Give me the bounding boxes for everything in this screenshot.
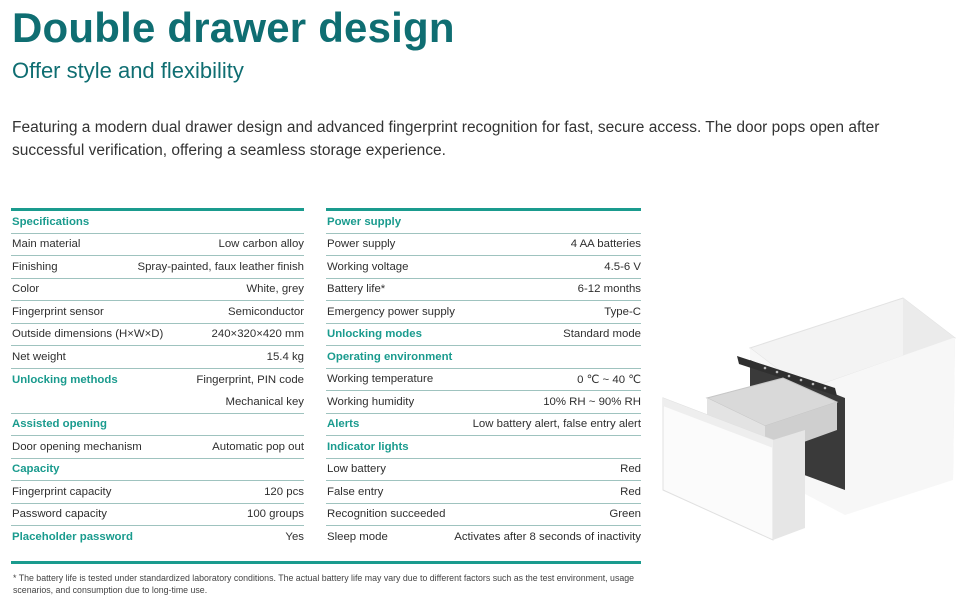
spec-label: Power supply: [327, 215, 402, 228]
spec-value: 0 ℃ ~ 40 ℃: [577, 374, 641, 387]
page-title: Double drawer design: [12, 4, 455, 51]
spec-value: Spray-painted, faux leather finish: [137, 260, 304, 273]
spec-label: Color: [12, 283, 40, 296]
spec-table-left: [11, 208, 304, 549]
spec-value: Automatic pop out: [212, 440, 304, 453]
spec-label: Power supply: [327, 238, 396, 251]
spec-label: Fingerprint sensor: [12, 305, 104, 318]
spec-value: Low carbon alloy: [218, 238, 304, 251]
spec-row: [11, 234, 304, 257]
spec-value: 100 groups: [247, 508, 304, 521]
spec-row: [326, 256, 641, 279]
spec-label: False entry: [327, 485, 384, 498]
spec-value: Red: [620, 485, 641, 498]
spec-label: Low battery: [327, 463, 386, 476]
spec-value: Fingerprint, PIN code: [196, 373, 304, 386]
spec-section-header: [11, 369, 304, 392]
spec-row: [326, 301, 641, 324]
spec-value: 6-12 months: [577, 283, 641, 296]
spec-table-right: [326, 208, 641, 549]
spec-label: Finishing: [12, 260, 58, 273]
spec-value: Green: [609, 508, 641, 521]
spec-section-header: [11, 526, 304, 549]
spec-row: [326, 279, 641, 302]
spec-label: Specifications: [12, 215, 90, 228]
safe-product-image: [655, 290, 965, 550]
spec-label: Door opening mechanism: [12, 440, 142, 453]
spec-label: Working voltage: [327, 260, 409, 273]
spec-row: [11, 504, 304, 527]
spec-value: 15.4 kg: [266, 350, 304, 363]
spec-row: [326, 526, 641, 549]
spec-label: Indicator lights: [327, 440, 409, 453]
spec-section-header: [326, 211, 641, 234]
spec-row: [11, 301, 304, 324]
spec-row: [326, 481, 641, 504]
spec-value: Activates after 8 seconds of inactivity: [454, 531, 641, 544]
spec-label: Operating environment: [327, 350, 453, 363]
spec-label: Unlocking methods: [12, 373, 118, 386]
spec-label: Battery life*: [327, 283, 386, 296]
spec-label: Recognition succeeded: [327, 508, 446, 521]
spec-row: [11, 324, 304, 347]
spec-value: 10% RH ~ 90% RH: [543, 395, 641, 408]
spec-value: Type-C: [604, 305, 641, 318]
spec-row: [11, 481, 304, 504]
spec-row: [326, 391, 641, 414]
spec-label: Main material: [12, 238, 81, 251]
spec-label: Net weight: [12, 350, 66, 363]
spec-value: Yes: [285, 531, 304, 544]
spec-row: [326, 459, 641, 482]
spec-section-header: [326, 436, 641, 459]
spec-label: Assisted opening: [12, 418, 107, 431]
spec-value: Standard mode: [563, 328, 641, 341]
spec-label: Fingerprint capacity: [12, 485, 112, 498]
spec-value: 4.5-6 V: [604, 260, 641, 273]
page-subtitle: Offer style and flexibility: [12, 58, 244, 83]
spec-value: 4 AA batteries: [570, 238, 641, 251]
spec-label: Placeholder password: [12, 531, 133, 544]
spec-label: Password capacity: [12, 508, 107, 521]
spec-value: Mechanical key: [225, 395, 304, 408]
spec-value: Semiconductor: [228, 305, 304, 318]
spec-label: Emergency power supply: [327, 305, 455, 318]
spec-label: Sleep mode: [327, 531, 388, 544]
spec-row: [11, 346, 304, 369]
spec-value: Low battery alert, false entry alert: [472, 418, 641, 431]
spec-section-header: [326, 346, 641, 369]
intro-paragraph: Featuring a modern dual drawer design and advanced fingerprint recognition for fast, secure access. The door pops open after successful verification, offering a seamless storage experience.: [12, 119, 880, 159]
spec-section-header: [11, 459, 304, 482]
spec-value: 240×320×420 mm: [211, 328, 304, 341]
spec-label: Working humidity: [327, 395, 415, 408]
spec-value: 120 pcs: [264, 485, 304, 498]
spec-label: Outside dimensions (H×W×D): [12, 328, 164, 341]
table-bottom-rule: [11, 561, 641, 564]
spec-value: White, grey: [246, 283, 304, 296]
spec-row: [11, 256, 304, 279]
spec-row: [326, 504, 641, 527]
spec-section-header: [11, 414, 304, 437]
spec-section-header: [11, 211, 304, 234]
spec-row: [11, 391, 304, 414]
spec-label: Working temperature: [327, 373, 434, 386]
spec-row: [11, 436, 304, 459]
spec-value: Red: [620, 463, 641, 476]
battery-footnote: * The battery life is tested under standardized laboratory conditions. The actual battery life may vary due to different factors such as the test environment, usage scenarios, and consumption due to long-time use.: [13, 573, 635, 595]
spec-label: Alerts: [327, 418, 360, 431]
spec-label: Capacity: [12, 463, 60, 476]
spec-row: [11, 279, 304, 302]
spec-label: Unlocking modes: [327, 328, 422, 341]
spec-section-header: [326, 324, 641, 347]
spec-row: [326, 234, 641, 257]
spec-row: [326, 369, 641, 392]
spec-section-header: [326, 414, 641, 437]
